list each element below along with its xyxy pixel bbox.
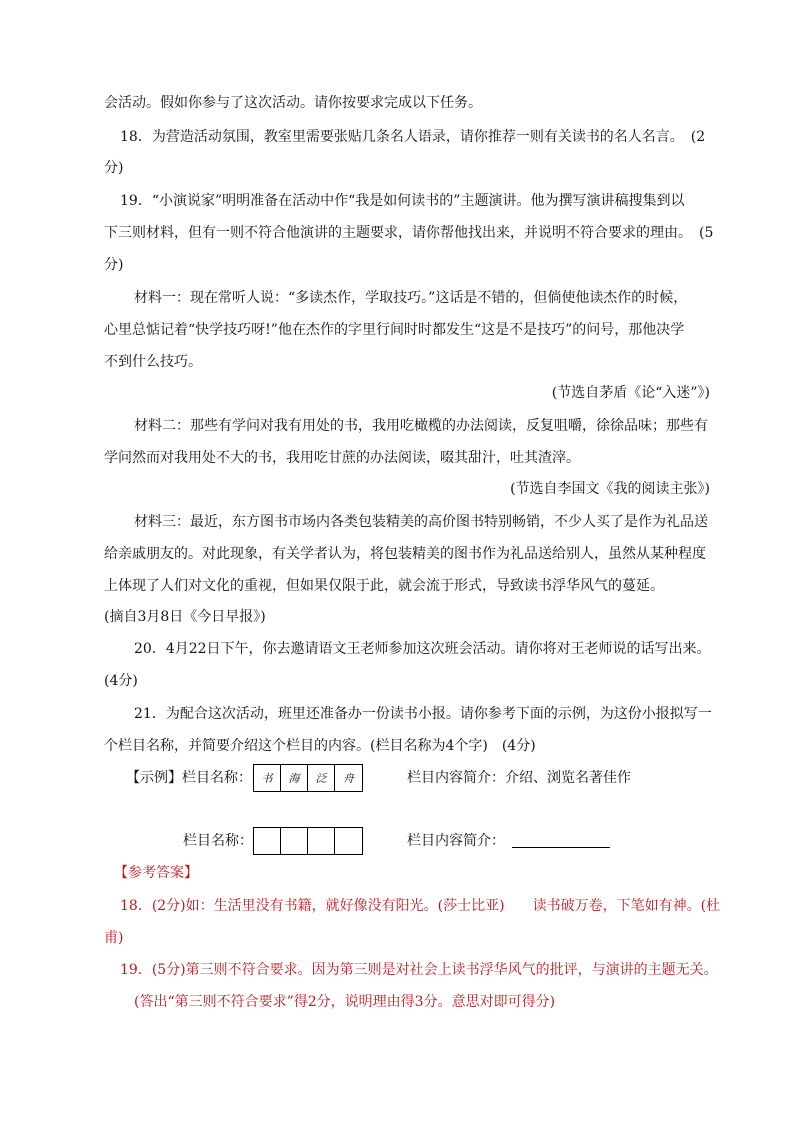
answer-19-line: (答出“第三则不符合要求”得2分，说明理由得3分。意思对即可得分) — [134, 994, 556, 1010]
answer-name-boxes[interactable] — [253, 827, 363, 855]
example-name-boxes — [253, 764, 363, 792]
material1-source: (节选自茅盾《论“入迷”》) — [551, 385, 710, 401]
answer-18-line: 18．(2分)如：生活里没有书籍，就好像没有阳光。(莎士比亚) 读书破万卷，下笔如有神。(杜 — [120, 898, 721, 914]
material3-source: (摘自3月8日《今日早报》) — [104, 609, 266, 625]
material3-line: 材料三：最近，东方图书市场内各类包装精美的高价图书特别畅销，不少人买了是作为礼品送 — [134, 514, 708, 530]
example-intro: 栏目内容简介：介绍、浏览名著佳作 — [407, 770, 631, 786]
answer-intro-label: 栏目内容简介： — [407, 833, 505, 849]
q21-line: 个栏目名称，并简要介绍这个栏目的内容。(栏目名称为4个字) (4分) — [104, 738, 536, 754]
q20-line: 20．4月22日下午，你去邀请语文王老师参加这次班会活动。请你将对王老师说的话写出来。 — [134, 641, 711, 657]
material2-line: 材料二：那些有学问对我有用处的书，我用吃橄榄的办法阅读，反复咀嚼，徐徐品味；那些有 — [134, 418, 708, 434]
material2-line: 学问然而对我用处不大的书，我用吃甘蔗的办法阅读，啜其甜汁，吐其渣滓。 — [104, 450, 580, 466]
q18-line: 18．为营造活动氛围，教室里需要张贴几条名人语录，请你推荐一则有关读书的名人名言。 (2 — [120, 129, 706, 145]
example-label: 【示例】栏目名称： — [126, 770, 252, 786]
intro-line: 会活动。假如你参与了这次活动。请你按要求完成以下任务。 — [104, 95, 482, 111]
q19-line: 分) — [104, 257, 124, 273]
q21-line: 21．为配合这次活动，班里还准备办一份读书小报。请你参考下面的示例，为这份小报拟写一 — [134, 706, 712, 722]
answers-header: 【参考答案】 — [114, 865, 198, 881]
answer-19-line: 19．(5分)第三则不符合要求。因为第三则是对社会上读书浮华风气的批评，与演讲的主题无关。 — [120, 962, 718, 978]
material1-line: 心里总惦记着“快学技巧呀!”他在杰作的字里行间时时都发生“这是不是技巧”的问号，那他决学 — [104, 322, 685, 338]
material3-line: 上体现了人们对文化的重视，但如果仅限于此，就会流于形式，导致读书浮华风气的蔓延。 — [104, 578, 664, 594]
answer-char-box[interactable] — [308, 828, 335, 854]
answer-18-line: 甫) — [104, 930, 124, 946]
answer-char-box[interactable] — [254, 828, 281, 854]
material1-line: 不到什么技巧。 — [104, 354, 202, 370]
material2-source: (节选自李国文《我的阅读主张》) — [510, 481, 710, 497]
material1-line: 材料一：现在常听人说：“多读杰作，学取技巧。”这话是不错的，但倘使他读杰作的时候， — [134, 290, 688, 306]
example-char-box: 海 — [281, 765, 308, 791]
answer-name-label: 栏目名称： — [183, 833, 253, 849]
q19-line: 下三则材料，但有一则不符合他演讲的主题要求，请你帮他找出来，并说明不符合要求的理由。 (5 — [104, 225, 714, 241]
example-char-box: 书 — [254, 765, 281, 791]
answer-char-box[interactable] — [281, 828, 308, 854]
q20-line: (4分) — [104, 673, 138, 689]
material3-line: 给亲戚朋友的。对此现象，有关学者认为，将包装精美的图书作为礼品送给别人，虽然从某种程度 — [104, 546, 706, 562]
answer-intro-blank[interactable] — [512, 847, 610, 848]
answer-char-box[interactable] — [335, 828, 362, 854]
q19-line: 19．“小演说家”明明准备在活动中作“我是如何读书的”主题演讲。他为撰写演讲稿搜集到以 — [120, 193, 685, 209]
q18-line: 分) — [104, 160, 124, 176]
example-char-box: 舟 — [343, 772, 354, 785]
example-char-box: 泛 — [308, 765, 335, 791]
